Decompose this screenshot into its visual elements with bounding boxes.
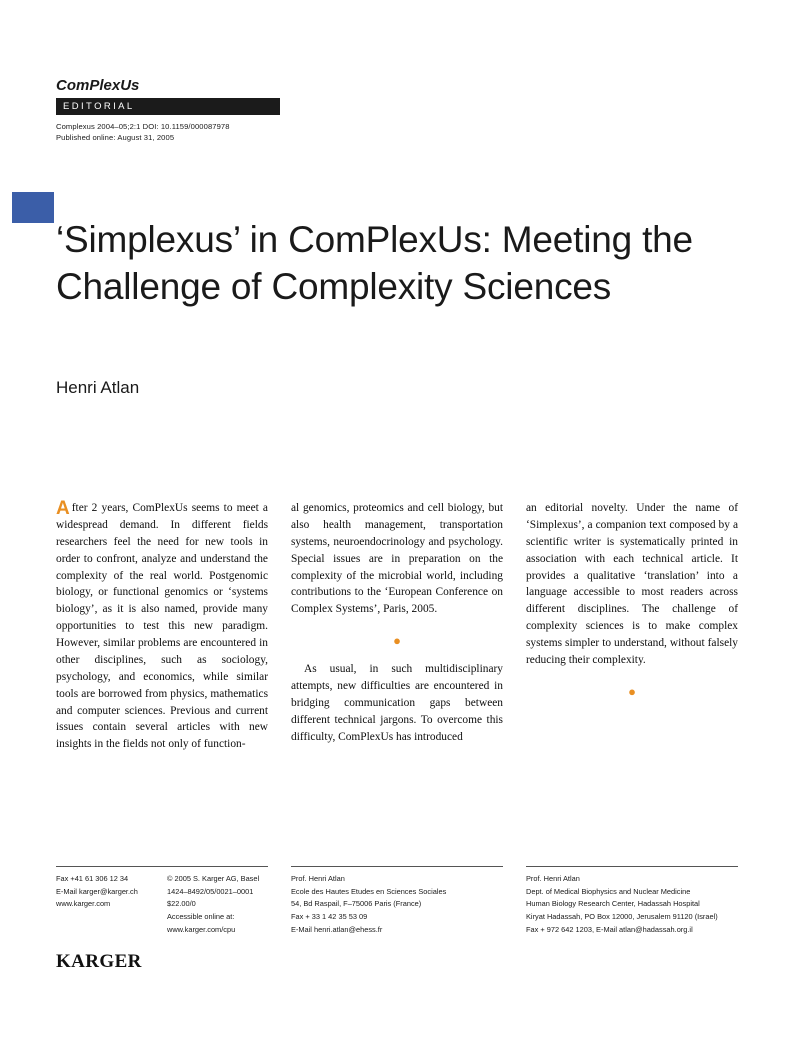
publisher-contact: [56, 873, 157, 937]
section-label: EDITORIAL: [63, 100, 135, 112]
footer-rule: [56, 866, 268, 867]
accent-square: [12, 192, 54, 223]
contact-address: Kiryat Hadassah, PO Box 12000, Jerusalem 91120 (Israel): [526, 912, 718, 922]
publisher-email[interactable]: E-Mail karger@karger.ch: [56, 886, 138, 896]
body-column-3: [526, 500, 738, 753]
publisher-fax: Fax +41 61 306 12 34: [56, 874, 129, 883]
footer-column-publisher: [56, 866, 268, 978]
footer-column-address-jerusalem: [526, 866, 738, 978]
paragraph: [56, 500, 268, 753]
citation-block: [56, 121, 280, 145]
bullet-separator: ●: [393, 633, 401, 649]
footer-rule: [526, 866, 738, 867]
bullet-separator: ●: [628, 683, 636, 699]
citation-doi: Complexus 2004–05;2:1 DOI: 10.1159/000087978: [56, 121, 230, 131]
published-date: Published online: August 31, 2005: [56, 133, 175, 143]
paragraph: As usual, in such multidisciplinary attempts, new difficulties are encountered in bridging communication gaps between different technical jargons. To overcome this difficulty, ComPlexUs has introduced: [291, 663, 503, 743]
body-column-2: [291, 500, 503, 753]
contact-institution: Ecole des Hautes Etudes en Sciences Sociales: [291, 886, 447, 896]
page-title: ‘Simplexus’ in ComPlexUs: Meeting the Challenge of Complexity Sciences: [56, 218, 693, 307]
contact-address: 54, Bd Raspail, F–75006 Paris (France): [291, 899, 422, 909]
journal-logo: ComPlexUs: [56, 77, 140, 94]
article-body: [56, 500, 739, 753]
publisher-website[interactable]: www.karger.com: [56, 899, 111, 909]
contact-name: Prof. Henri Atlan: [291, 874, 345, 883]
price-line: $22.00/0: [167, 899, 196, 909]
paragraph-text: fter 2 years, ComPlexUs seems to meet a widespread demand. In different fields researchers feel the need for new tools in order to confront, analyze and understand the complexity of the real world. Postgenomic biology, or functional genomics or ‘systems biology’, as it is also named, provide many opportunities to test this new paradigm. However, similar problems are encountered in other disciplines, such as sociology, psychology, and economics, while similar tools are borrowed from physics, mathematics and computer sciences. Previous and current issues contain several articles with new insights in the fields not only of function-: [56, 502, 268, 751]
online-access-url[interactable]: www.karger.com/cpu: [167, 924, 236, 934]
footer-column-address-paris: [291, 866, 503, 978]
issn-line: 1424–8492/05/0021–0001: [167, 886, 254, 896]
footer-rule: [291, 866, 503, 867]
contact-fax: Fax + 33 1 42 35 53 09: [291, 912, 368, 922]
footer: [56, 866, 739, 978]
publisher-logo: KARGER: [56, 950, 142, 972]
paragraph: an editorial novelty. Under the name of ‘Simplexus’, a companion text composed by a scientific writer is systematically printed in association with each technical article. It provides a qualitative ‘translation’ into a language accessible to most readers across different disciplines. The challenge of complexity sciences is to make complex systems simpler to understand, without falsely reducing their complexity.: [526, 502, 738, 666]
contact-email[interactable]: E-Mail henri.atlan@ehess.fr: [291, 924, 383, 934]
paragraph: al genomics, proteomics and cell biology, but also health management, transportation systems, neuroendocrinology and psychology. Special issues are in preparation on the complexity of the microbial world, including contributions to the ‘European Conference on Complex Systems’, Paris, 2005.: [291, 502, 503, 616]
author-name: Henri Atlan: [56, 378, 140, 397]
online-access-label: Accessible online at:: [167, 912, 235, 922]
contact-name: Prof. Henri Atlan: [526, 874, 580, 883]
drop-cap: A: [56, 498, 70, 519]
contact-fax-email[interactable]: Fax + 972 642 1203, E-Mail atlan@hadassah.org.il: [526, 924, 693, 934]
body-column-1: [56, 500, 268, 753]
copyright-line: © 2005 S. Karger AG, Basel: [167, 874, 260, 883]
section-banner: [56, 98, 280, 115]
contact-department: Dept. of Medical Biophysics and Nuclear Medicine: [526, 886, 691, 896]
contact-center: Human Biology Research Center, Hadassah Hospital: [526, 899, 700, 909]
copyright-block: [167, 873, 268, 937]
masthead: [56, 78, 280, 144]
